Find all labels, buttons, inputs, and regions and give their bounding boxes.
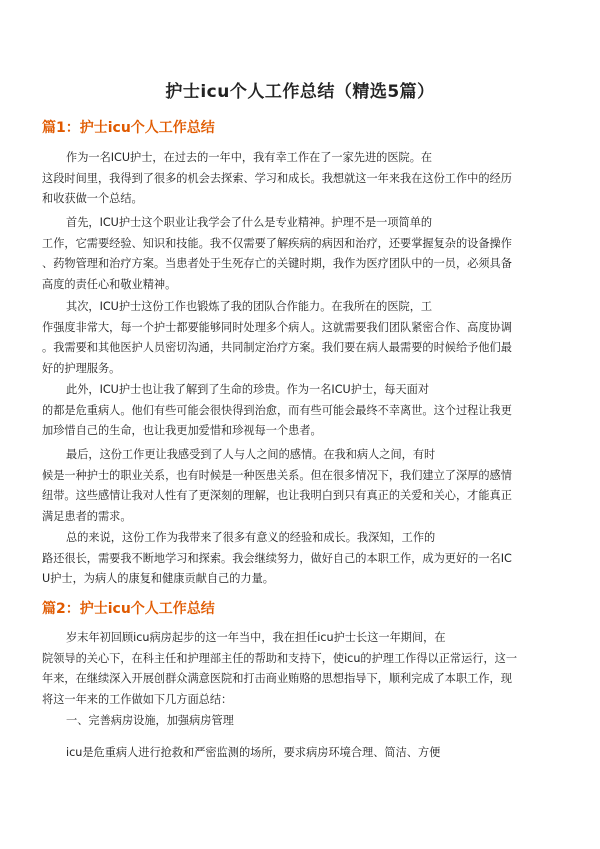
document-title: 护士icu个人工作总结（精选5篇）	[165, 82, 435, 102]
section-1-paragraph-1	[42, 148, 560, 210]
section-1-paragraph-3	[42, 297, 560, 379]
text-line: 一、完善病房设施，加强病房管理	[66, 714, 234, 727]
section-1-paragraph-5	[42, 445, 560, 527]
text-line: 年来，在继续深入开展创群众满意医院和打击商业贿赂的思想指导下，顺利完成了本职工作，现	[42, 672, 512, 685]
text-line: 候是一种护士的职业关系，也有时候是一种医患关系。但在很多情况下，我们建立了深厚的感情	[42, 468, 512, 482]
text-line: 院领导的关心下，在科主任和护理部主任的帮助和支持下，使icu的护理工作得以正常运行，这一	[42, 651, 518, 665]
text-line: 最后，这份工作更让我感受到了人与人之间的感情。在我和病人之间，有时	[66, 448, 436, 461]
text-line: 将这一年来的工作做如下几方面总结：	[42, 692, 233, 706]
text-line: U护士，为病人的康复和健康贡献自己的力量。	[42, 572, 274, 585]
text-line: 路还很长，需要我不断地学习和探索。我会继续努力，做好自己的本职工作，成为更好的一名IC	[42, 551, 512, 565]
text-line: 的都是危重病人。他们有些可能会很快得到治愈，而有些可能会最终不幸离世。这个过程让我更	[42, 403, 512, 417]
text-line: 作强度非常大，每一个护士都要能够同时处理多个病人。这就需要我们团队紧密合作、高度协调	[42, 320, 512, 334]
section-1-paragraph-4	[42, 380, 560, 442]
text-line: 这段时间里，我得到了很多的机会去探索、学习和成长。我想就这一年来我在这份工作中的经历	[42, 171, 512, 185]
section-1-heading: 篇1：护士icu个人工作总结	[42, 120, 215, 136]
section-2-paragraph-2	[42, 743, 560, 764]
section-1-paragraph-6	[42, 528, 560, 590]
text-line: 总的来说，这份工作为我带来了很多有意义的经验和成长。我深知，工作的	[66, 531, 436, 544]
text-line: 岁末年初回顾icu病房起步的这一年当中，我在担任icu护士长这一年期间，在	[66, 631, 446, 644]
text-line: 。我需要和其他医护人员密切沟通，共同制定治疗方案。我们要在病人最需要的时候给予他们最	[42, 341, 512, 354]
text-line: 加珍惜自己的生命，也让我更加爱惜和珍视每一个患者。	[42, 424, 322, 437]
text-line: 其次，ICU护士这份工作也锻炼了我的团队合作能力。在我所在的医院，工	[66, 300, 433, 313]
section-2-subheading	[42, 711, 560, 732]
text-line: 好的护理服务。	[42, 361, 121, 375]
section-1-paragraph-2	[42, 213, 560, 295]
text-line: 工作，它需要经验、知识和技能。我不仅需要了解疾病的病因和治疗，还要掌握复杂的设备操作	[42, 236, 512, 250]
text-line: 满足患者的需求。	[42, 509, 132, 523]
text-line: 此外，ICU护士也让我了解到了生命的珍贵。作为一名ICU护士，每天面对	[66, 383, 430, 396]
text-line: 高度的责任心和敬业精神。	[42, 277, 177, 291]
text-line: 作为一名ICU护士，在过去的一年中，我有幸工作在了一家先进的医院。在	[66, 151, 433, 164]
text-line: 和收获做一个总结。	[42, 192, 143, 205]
section-2-paragraph-1	[42, 628, 560, 710]
text-line: 纽带。这些感情让我对人性有了更深刻的理解，也让我明白到只有真正的关爱和关心，才能真正	[42, 489, 512, 502]
text-line: icu是危重病人进行抢救和严密监测的场所，要求病房环境合理、简洁、方便	[66, 746, 441, 759]
section-2-heading: 篇2：护士icu个人工作总结	[42, 601, 215, 617]
text-line: 首先，ICU护士这个职业让我学会了什么是专业精神。护理不是一项简单的	[66, 216, 433, 229]
text-line: 、药物管理和治疗方案。当患者处于生死存亡的关键时期，我作为医疗团队中的一员，必须具备	[42, 257, 512, 270]
